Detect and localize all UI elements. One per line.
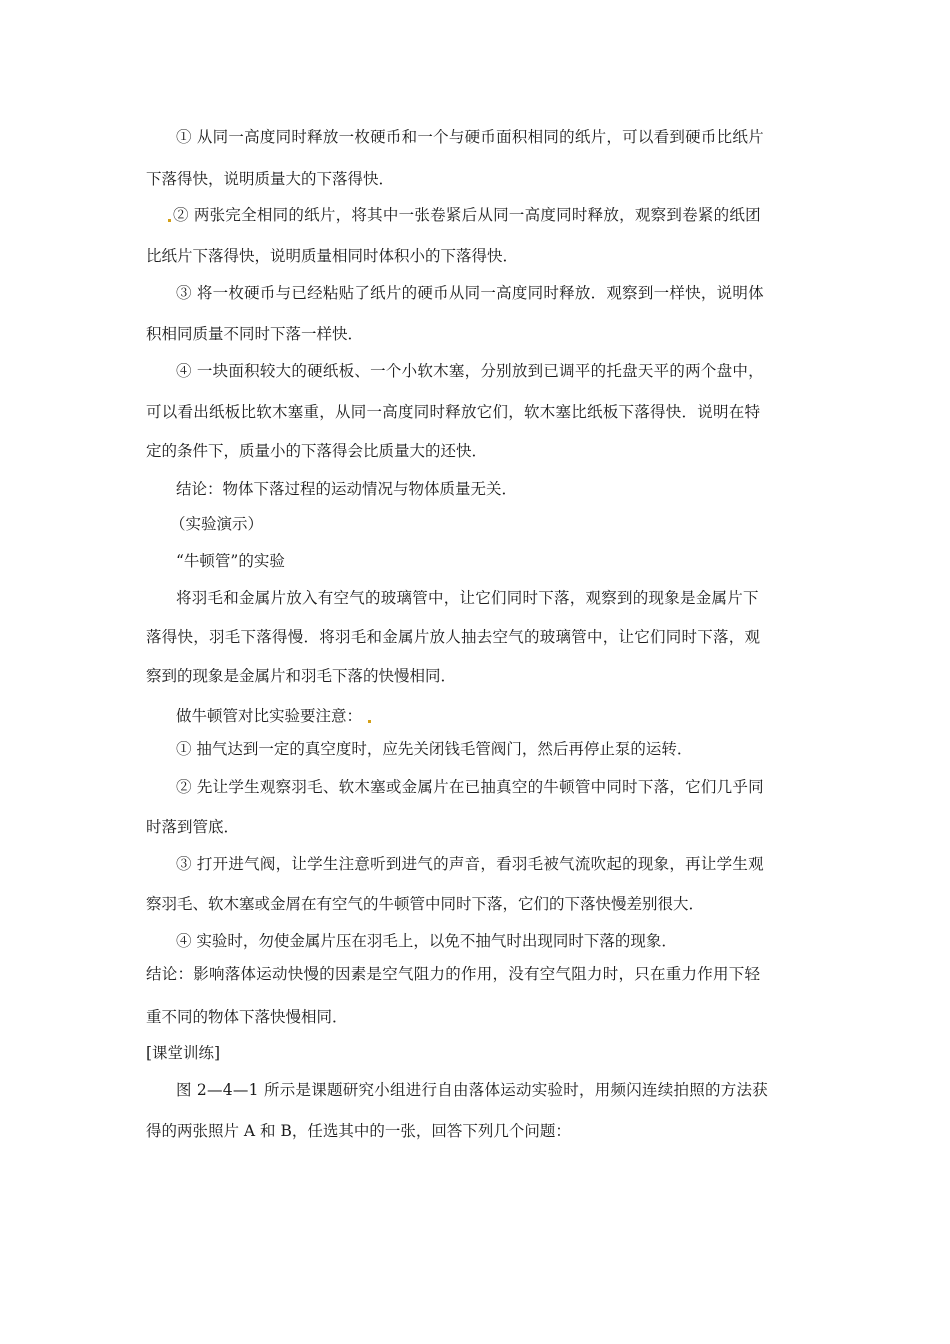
paragraph-line: ① 从同一高度同时释放一枚硬币和一个与硬币面积相同的纸片，可以看到硬币比纸片 (176, 128, 764, 146)
paragraph-line: ③ 打开进气阀，让学生注意听到进气的声音，看羽毛被气流吹起的现象，再让学生观 (176, 855, 764, 873)
paragraph-line: 落得快，羽毛下落得慢．将羽毛和金属片放人抽去空气的玻璃管中，让它们同时下落，观 (146, 628, 761, 646)
paragraph-line: 重不同的物体下落快慢相同． (146, 1008, 348, 1026)
section-heading: “牛顿管”的实验 (176, 552, 285, 570)
paragraph-line: ③ 将一枚硬币与已经粘贴了纸片的硬币从同一高度同时释放．观察到一样快，说明体 (176, 284, 764, 302)
conclusion-line: 结论：物体下落过程的运动情况与物体质量无关． (176, 480, 518, 498)
section-heading: [课堂训练] (146, 1044, 221, 1062)
paragraph-line: ④ 实验时，勿使金属片压在羽毛上，以免不抽气时出现同时下落的现象． (176, 932, 677, 950)
paragraph-line-with-marker (173, 204, 811, 226)
paragraph-line: 时落到管底． (146, 818, 240, 836)
paragraph-line: 将羽毛和金属片放入有空气的玻璃管中，让它们同时下落，观察到的现象是金属片下 (176, 589, 759, 607)
paragraph-text: ② 两张完全相同的纸片，将其中一张卷紧后从同一高度同时释放，观察到卷紧的纸团 (173, 206, 761, 224)
paragraph-text: 做牛顿管对比实验要注意： (176, 707, 363, 725)
paragraph-line: 察到的现象是金属片和羽毛下落的快慢相同． (146, 667, 457, 685)
paragraph-line: 积相同质量不同时下落一样快． (146, 325, 364, 343)
conclusion-line: 结论：影响落体运动快慢的因素是空气阻力的作用，没有空气阻力时，只在重力作用下轻 (146, 965, 761, 983)
paragraph-line: 得的两张照片 A 和 B，任选其中的一张，回答下列几个问题： (146, 1122, 571, 1140)
paragraph-line: ① 抽气达到一定的真空度时，应先关闭钱毛管阀门，然后再停止泵的运转． (176, 740, 693, 758)
highlight-marker-icon (368, 720, 371, 723)
paragraph-line: 下落得快，说明质量大的下落得快． (146, 170, 395, 188)
paragraph-line: 图 2—4—1 所示是课题研究小组进行自由落体运动实验时，用频闪连续拍照的方法获 (176, 1081, 768, 1099)
section-label: （实验演示） (170, 515, 264, 533)
paragraph-line: 察羽毛、软木塞或金屑在有空气的牛顿管中同时下落，它们的下落快慢差别很大． (146, 895, 705, 913)
paragraph-line: 可以看出纸板比软木塞重，从同一高度同时释放它们，软木塞比纸板下落得快．说明在特 (146, 403, 761, 421)
paragraph-line: 比纸片下落得快，说明质量相同时体积小的下落得快． (146, 247, 519, 265)
paragraph-line-with-marker (176, 705, 811, 727)
highlight-marker-icon (168, 219, 171, 222)
paragraph-line: ② 先让学生观察羽毛、软木塞或金属片在已抽真空的牛顿管中同时下落，它们几乎同 (176, 778, 764, 796)
paragraph-line: 定的条件下，质量小的下落得会比质量大的还快． (146, 442, 488, 460)
paragraph-line: ④ 一块面积较大的硬纸板、一个小软木塞，分别放到已调平的托盘天平的两个盘中， (176, 362, 764, 380)
